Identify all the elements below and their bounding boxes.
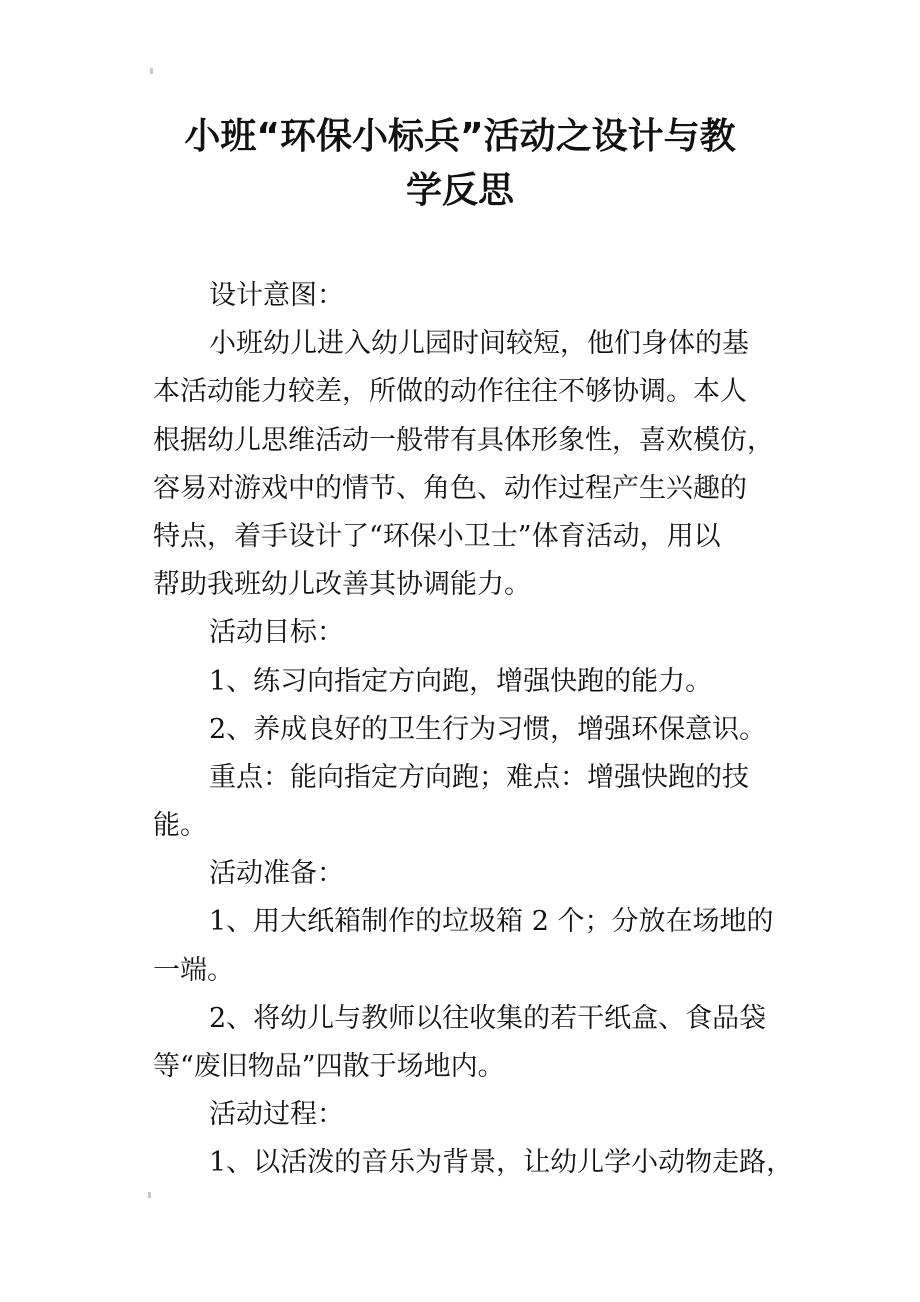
document-body xyxy=(153,272,793,1188)
title-line-2: 学反思 xyxy=(405,170,514,211)
body-line: 活动目标： xyxy=(209,617,344,649)
body-line: 帮助我班幼儿改善其协调能力。 xyxy=(153,569,531,601)
body-line: 1、用大纸箱制作的垃圾箱 2 个；分放在场地的 xyxy=(209,906,774,938)
scan-speck-bottom xyxy=(148,1192,151,1198)
document-title xyxy=(100,110,820,218)
body-line: 容易对游戏中的情节、角色、动作过程产生兴趣的 xyxy=(153,472,747,504)
body-line: 1、练习向指定方向跑，增强快跑的能力。 xyxy=(209,665,713,697)
body-line: 等“废旧物品”四散于场地内。 xyxy=(153,1051,505,1082)
body-line: 2、养成良好的卫生行为习惯，增强环保意识。 xyxy=(209,713,767,745)
body-line: 能。 xyxy=(153,810,207,842)
body-line: 2、将幼儿与教师以往收集的若干纸盒、食品袋 xyxy=(209,1002,767,1034)
body-line: 特点，着手设计了“环保小卫士”体育活动，用以 xyxy=(153,520,721,552)
scan-speck-top xyxy=(150,68,153,74)
body-line: 设计意图： xyxy=(209,280,344,311)
body-line: 1、以活泼的音乐为背景，让幼儿学小动物走路， xyxy=(209,1147,794,1179)
body-line: 一端。 xyxy=(153,954,234,986)
title-line-1: 小班“环保小标兵”活动之设计与教 xyxy=(184,116,736,157)
body-line: 小班幼儿进入幼儿园时间较短，他们身体的基 xyxy=(209,328,749,360)
body-line: 活动准备： xyxy=(209,858,344,890)
body-line: 根据幼儿思维活动一般带有具体形象性，喜欢模仿， xyxy=(153,424,774,456)
body-line: 活动过程： xyxy=(209,1099,344,1131)
body-line: 本活动能力较差，所做的动作往往不够协调。本人 xyxy=(153,376,747,408)
body-line: 重点：能向指定方向跑；难点：增强快跑的技 xyxy=(209,761,749,793)
